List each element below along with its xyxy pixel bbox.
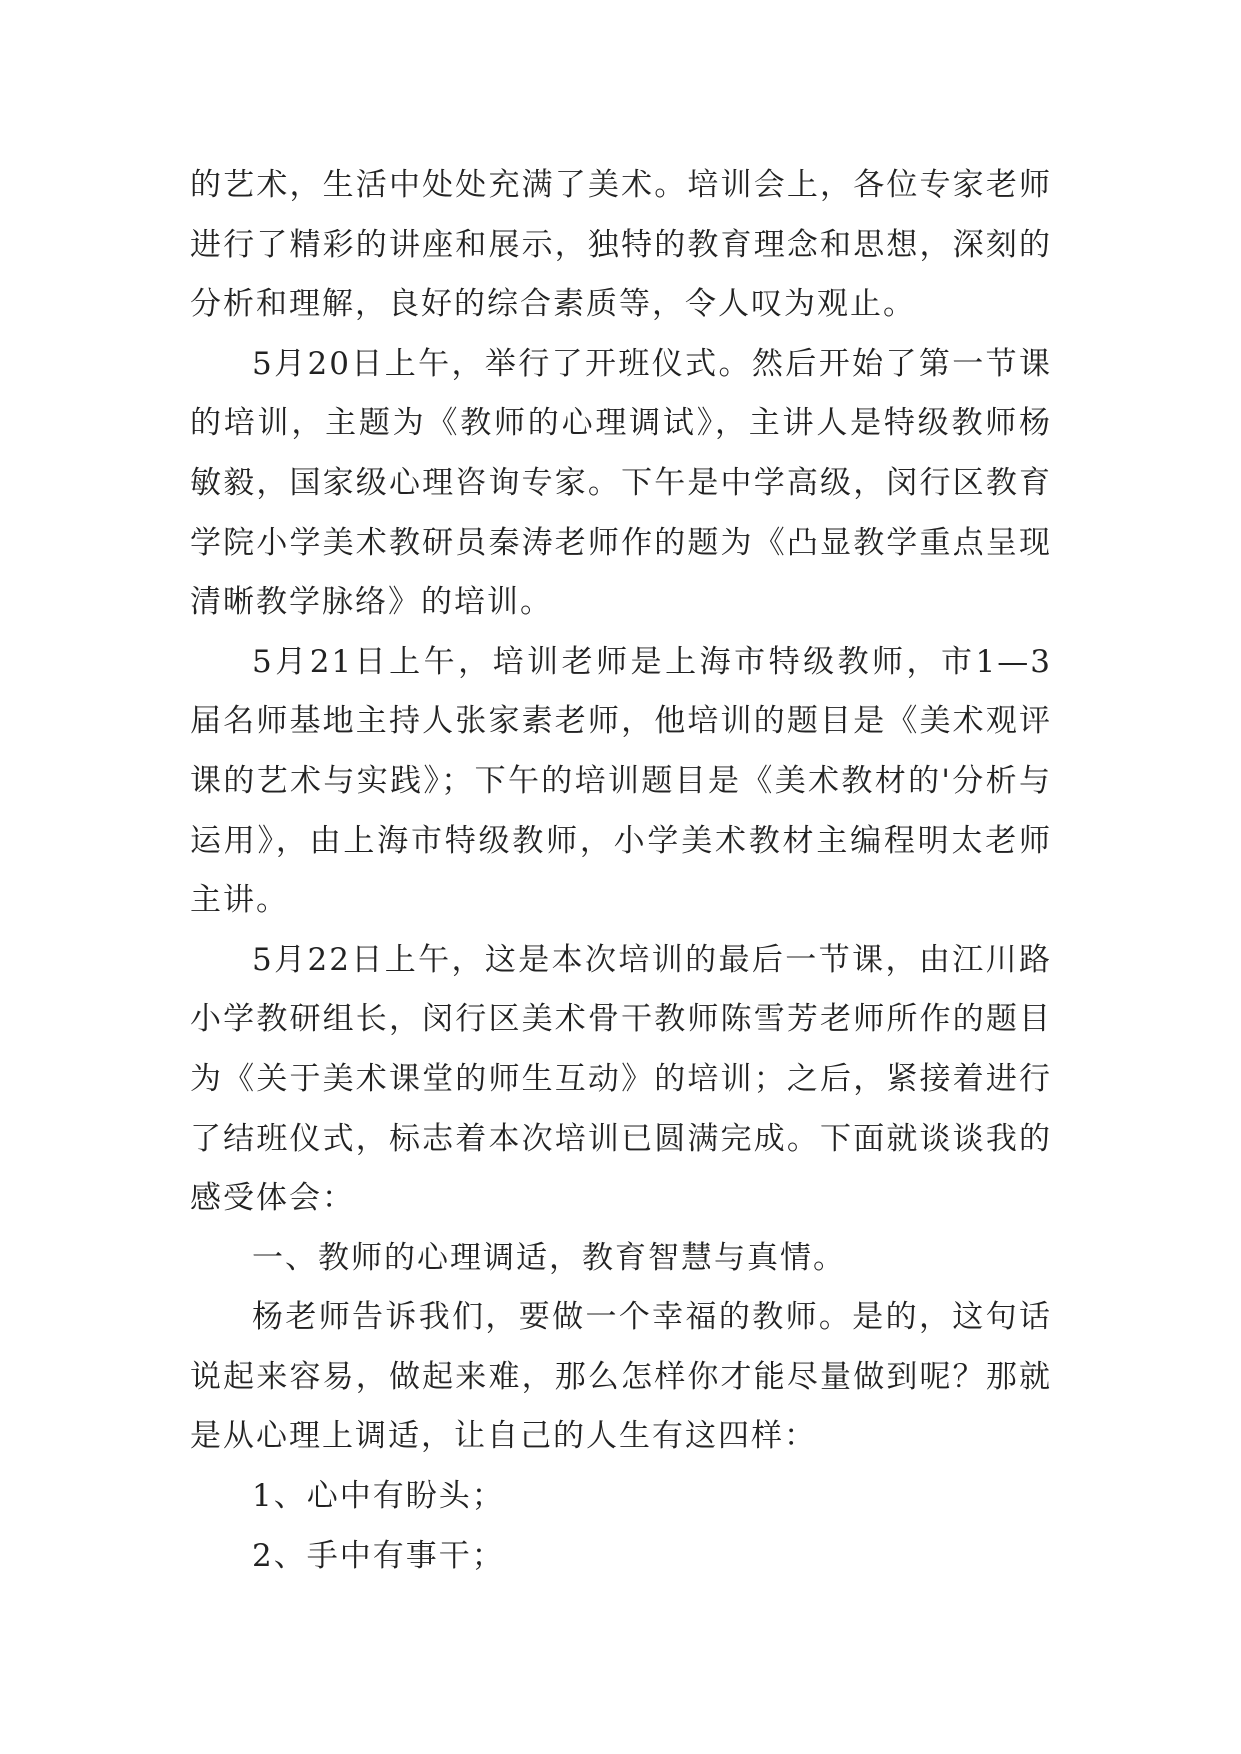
paragraph-continuation: 的艺术，生活中处处充满了美术。培训会上，各位专家老师进行了精彩的讲座和展示，独特的教育理念和思想，深刻的分析和理解，良好的综合素质等，令人叹为观止。 (190, 167, 1052, 323)
paragraph-happy-teacher: 杨老师告诉我们，要做一个幸福的教师。是的，这句话说起来容易，做起来难，那么怎样你才能尽量做到呢？那就是从心理上调适，让自己的人生有这四样： (190, 1299, 1052, 1455)
paragraph-may-21: 5月21日上午，培训老师是上海市特级教师，市1—3届名师基地主持人张家素老师，他培训的题目是《美术观评课的艺术与实践》；下午的培训题目是《美术教材的'分析与运用》，由上海市特级教师，小学美术教材主编程明太老师主讲。 (190, 643, 1052, 919)
paragraph-may-20: 5月20日上午，举行了开班仪式。然后开始了第一节课的培训，主题为《教师的心理调试》，主讲人是特级教师杨敏毅，国家级心理咨询专家。下午是中学高级，闵行区教育学院小学美术教研员秦涛老师作的题为《凸显教学重点呈现清晰教学脉络》的培训。 (190, 345, 1052, 621)
section-heading-1: 一、教师的心理调适，教育智慧与真情。 (252, 1239, 846, 1276)
list-item-1: 1、心中有盼头； (252, 1478, 505, 1515)
list-item-2: 2、手中有事干； (252, 1537, 505, 1574)
paragraph-may-22: 5月22日上午，这是本次培训的最后一节课，由江川路小学教研组长，闵行区美术骨干教师陈雪芳老师所作的题目为《关于美术课堂的师生互动》的培训；之后，紧接着进行了结班仪式，标志着本次培训已圆满完成。下面就谈谈我的感受体会： (190, 941, 1052, 1217)
document-body (190, 156, 1052, 1586)
